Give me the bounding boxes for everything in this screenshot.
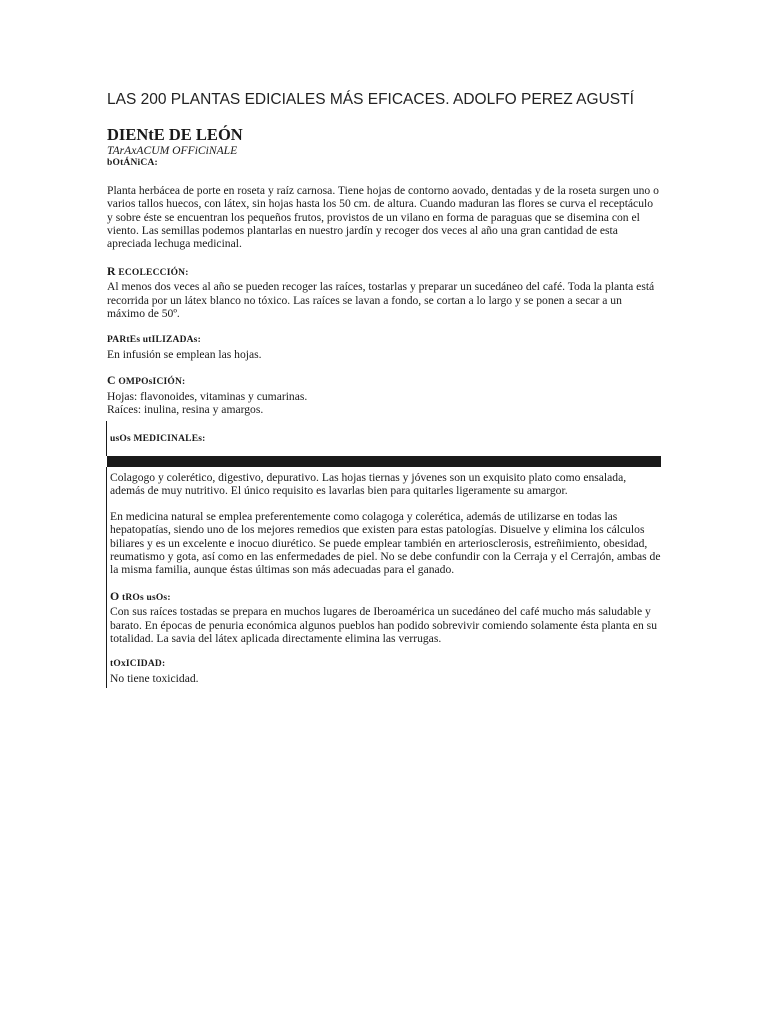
section-divider-bar xyxy=(107,456,661,467)
recoleccion-text: Al menos dos veces al año se pueden recoger las raíces, tostarlas y preparar un sucedáneo del café. Toda la planta está recorrida por un látex blanco no tóxico. Las raíces se lavan a fondo, se cortan a lo largo y se ponen a secar a un máximo de 50º. xyxy=(107,280,655,321)
latin-name: TArAxACUM OFFiCiNALE xyxy=(107,144,238,157)
composicion-line-2: Raíces: inulina, resina y amargos. xyxy=(107,403,264,417)
otros-lead: O xyxy=(110,588,120,603)
usos-label: usOs MEDICINALEs: xyxy=(110,433,206,444)
botanica-text: Planta herbácea de porte en roseta y raíz carnosa. Tiene hojas de contorno aovado, dentadas y de la roseta surgen uno o varios tallos huecos, con látex, sin hojas hasta los 50 cm. de altura. Cuando maduran las flores se curva el receptáculo y sobre éste se encuentran los pequeños frutos, provistos de un vilano en forma de paraguas que se disemina con el viento. Las semillas podemos plantarlas en nuestro jardín y recoger dos veces al año una gran cantidad de esta apreciada lechuga medicinal. xyxy=(107,183,659,251)
toxicidad-label: tOxICIDAD: xyxy=(110,659,166,670)
composicion-label xyxy=(107,374,661,389)
recoleccion-label-rest: ECOLECCIÓN: xyxy=(118,267,189,278)
otros-label xyxy=(110,590,662,605)
composicion-line-1: Hojas: flavonoides, vitaminas y cumarinas. xyxy=(107,389,308,403)
composicion-label-rest: OMPOsICIÓN: xyxy=(118,377,186,388)
partes-text: En infusión se emplean las hojas. xyxy=(107,347,262,361)
composicion-lead: C xyxy=(107,373,116,388)
toxicidad-text: No tiene toxicidad. xyxy=(110,671,199,685)
recoleccion-label xyxy=(107,265,661,280)
botanica-label: bOtÁNiCA: xyxy=(107,158,158,169)
otros-text: Con sus raíces tostadas se prepara en muchos lugares de Iberoamérica un sucedáneo del café mucho más saludable y barato. En épocas de penuria económica algunos pueblos han podido sobrevivir comiendo solamente ésta planta en su totalidad. La savia del látex aplicada directamente elimina las verrugas. xyxy=(110,605,657,645)
plant-sheet xyxy=(107,126,661,688)
recoleccion-lead: R xyxy=(107,263,116,278)
usos-frame xyxy=(106,421,663,456)
usos-content xyxy=(106,467,662,688)
usos-paragraph-2: En medicina natural se emplea preferentemente como colagoga y colerética, además de utilizarse en todas las hepatopatías, siendo uno de los mejores remedios que existen para estas patologías. Disuelve y elimina los cálculos biliares y es un excelente e inocuo diurético. Se puede emplear también en arteriosclerosis, estreñimiento, obesidad, reumatismo y gota, así como en las enfermedades de piel. No se debe confundir con la Cerraja y el Cerrajón, ambas de la misma familia, aunque éstas últimas son más adecuadas para el ganado. xyxy=(110,509,661,577)
document-title: LAS 200 PLANTAS EDICIALES MÁS EFICACES. ADOLFO PEREZ AGUSTÍ xyxy=(107,91,634,108)
otros-label-rest: tROs usOs: xyxy=(121,592,171,603)
usos-paragraph-1: Colagogo y colerético, digestivo, depurativo. Las hojas tiernas y jóvenes son un exquisito plato como ensalada, además de muy nutritivo. El único requisito es lavarlas bien para quitarles ligeramente su amargor. xyxy=(110,470,627,498)
plant-heading: DIENtE DE LEÓN xyxy=(107,125,243,144)
partes-label: PARtEs utILIZADAs: xyxy=(107,335,201,346)
